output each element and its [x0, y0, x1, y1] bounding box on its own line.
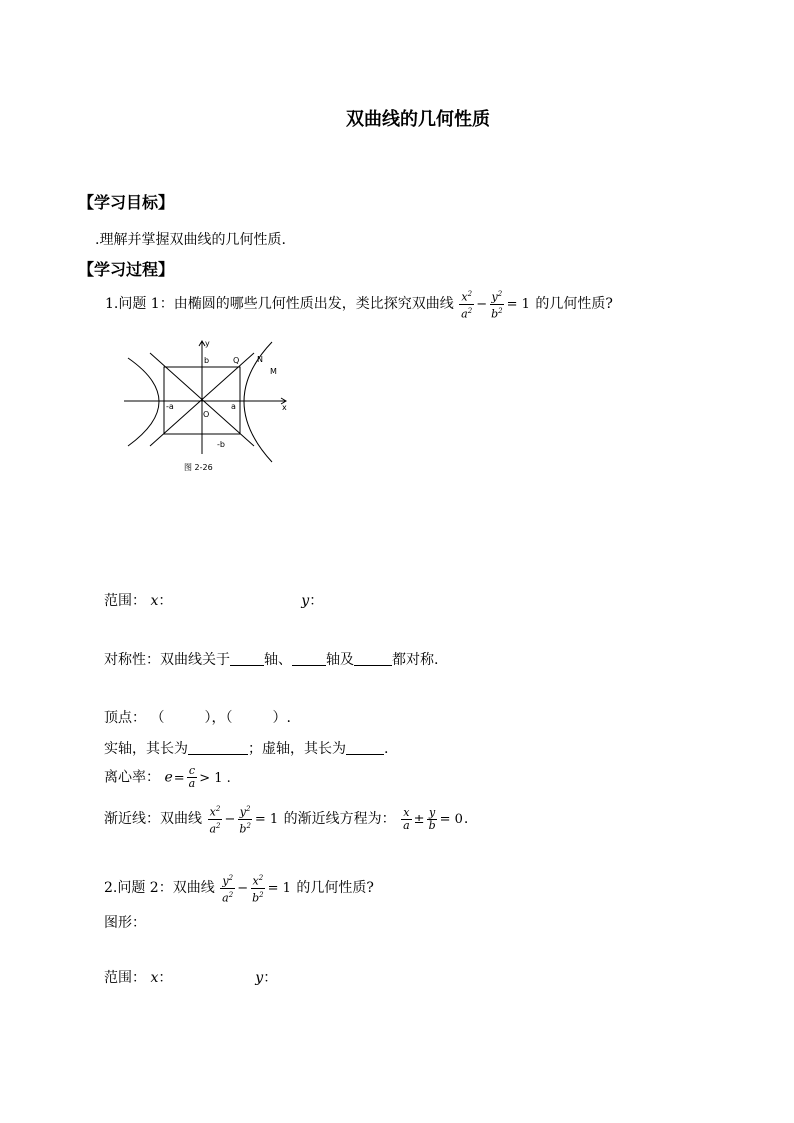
vertex-line: 顶点： （ ），（ ）.: [104, 710, 291, 726]
label-neg-a: -a: [166, 402, 174, 411]
blank-axis-2[interactable]: [292, 651, 326, 666]
fraction-c-a: $\frac{c}{a}$: [188, 764, 196, 790]
page-title: 双曲线的几何性质: [346, 109, 490, 130]
label-q: Q: [233, 356, 240, 365]
label-y: y: [205, 339, 210, 348]
blank-center[interactable]: [354, 651, 392, 666]
fraction-y2-b2: $\frac{y^2}{b^2}$: [491, 290, 503, 321]
label-neg-b: -b: [217, 440, 225, 449]
label-x: x: [282, 403, 287, 412]
figure-caption: 图 2-26: [184, 463, 213, 472]
goal-text: .理解并掌握双曲线的几何性质.: [95, 232, 286, 248]
label-origin: O: [203, 410, 210, 419]
range-line-2: 范围： x： y：: [104, 970, 278, 986]
fraction-x2-a2: $\frac{x^2}{a^2}$: [461, 290, 473, 321]
blank-axis-1[interactable]: [230, 651, 264, 666]
label-n: N: [257, 355, 263, 364]
goal-heading: 【学习目标】: [78, 193, 175, 212]
question-1: [105, 288, 613, 320]
label-a: a: [231, 402, 236, 411]
range-x: x: [150, 593, 159, 609]
left-hyperbola-branch: [128, 358, 159, 446]
question-1-suffix: 的几何性质?: [535, 296, 613, 313]
hyperbola-figure: [120, 336, 300, 476]
symmetry-line: 对称性：双曲线关于 轴、 轴及 都对称.: [104, 652, 439, 668]
shape-label: 图形：: [104, 915, 146, 931]
blank-imag-axis-length[interactable]: [346, 740, 384, 755]
minus-sign: −: [476, 297, 488, 313]
question-1-prefix: 1.问题 1：由椭圆的哪些几何性质出发，类比探究双曲线: [105, 296, 454, 313]
eccentricity-line: 离心率： e= $\frac{c}{a}$ > 1 .: [104, 764, 231, 790]
blank-real-axis-length[interactable]: [188, 740, 248, 755]
asymptote-line: 渐近线：双曲线 $\frac{x^2}{a^2}$ − $\frac{y^2}{b^2}$ = 1 的渐近线方程为： $\frac{x}{a}$ ± $\frac{y}{b}$ = 0.: [104, 805, 469, 836]
range-y: y: [301, 593, 310, 609]
range-line-1: 范围： x： y：: [104, 593, 324, 609]
question-2: 2.问题 2：双曲线 $\frac{y^2}{a^2}$ − $\frac{x^2}{b^2}$ = 1 的几何性质?: [104, 874, 374, 905]
symmetry-prefix: 对称性：双曲线关于: [104, 652, 230, 668]
process-heading: 【学习过程】: [78, 260, 175, 279]
range-label: 范围：: [104, 593, 146, 609]
axes-line: 实轴，其长为 ；虚轴，其长为 .: [104, 741, 389, 757]
label-b: b: [204, 356, 210, 365]
equals-one: = 1: [506, 297, 530, 313]
label-m: M: [270, 367, 277, 376]
